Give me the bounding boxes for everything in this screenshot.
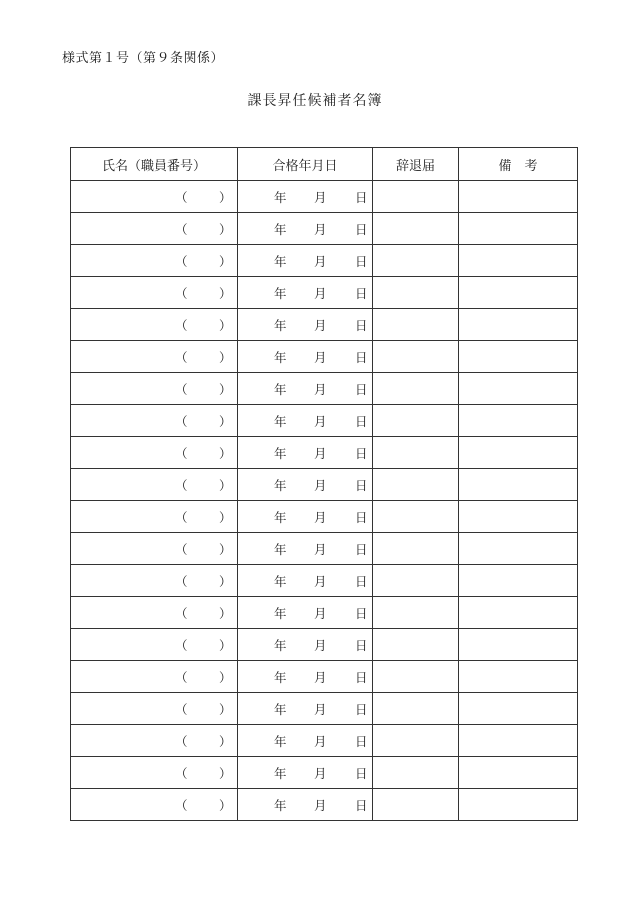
name-cell[interactable] bbox=[71, 629, 238, 661]
name-cell[interactable] bbox=[71, 373, 238, 405]
name-cell[interactable] bbox=[71, 437, 238, 469]
month-label: 月 bbox=[314, 253, 327, 269]
table-row bbox=[71, 277, 578, 309]
pass-date-cell[interactable] bbox=[238, 341, 373, 373]
day-label: 日 bbox=[355, 605, 368, 621]
year-label: 年 bbox=[274, 221, 287, 237]
remarks-cell[interactable] bbox=[459, 469, 578, 501]
roster-body bbox=[71, 181, 578, 821]
header-name-employee-number: 氏名（職員番号） bbox=[71, 148, 238, 181]
pass-date-cell[interactable] bbox=[238, 437, 373, 469]
remarks-cell[interactable] bbox=[459, 725, 578, 757]
day-label: 日 bbox=[355, 349, 368, 365]
paren-open: （ bbox=[175, 733, 188, 749]
month-label: 月 bbox=[314, 637, 327, 653]
table-row bbox=[71, 533, 578, 565]
paren-open: （ bbox=[175, 285, 188, 301]
paren-close: ） bbox=[219, 445, 232, 461]
pass-date-cell[interactable] bbox=[238, 533, 373, 565]
pass-date-cell[interactable] bbox=[238, 661, 373, 693]
withdrawal-cell[interactable] bbox=[373, 341, 459, 373]
remarks-cell[interactable] bbox=[459, 693, 578, 725]
paren-close: ） bbox=[219, 477, 232, 493]
pass-date-cell[interactable] bbox=[238, 469, 373, 501]
withdrawal-cell[interactable] bbox=[373, 597, 459, 629]
name-cell[interactable] bbox=[71, 245, 238, 277]
remarks-cell[interactable] bbox=[459, 277, 578, 309]
month-label: 月 bbox=[314, 573, 327, 589]
day-label: 日 bbox=[355, 253, 368, 269]
month-label: 月 bbox=[314, 445, 327, 461]
header-row bbox=[71, 148, 578, 181]
paren-close: ） bbox=[219, 285, 232, 301]
month-label: 月 bbox=[314, 285, 327, 301]
day-label: 日 bbox=[355, 765, 368, 781]
year-label: 年 bbox=[274, 605, 287, 621]
withdrawal-cell[interactable] bbox=[373, 277, 459, 309]
table-row bbox=[71, 469, 578, 501]
table-row bbox=[71, 437, 578, 469]
remarks-cell[interactable] bbox=[459, 245, 578, 277]
paren-open: （ bbox=[175, 797, 188, 813]
paren-close: ） bbox=[219, 509, 232, 525]
paren-open: （ bbox=[175, 509, 188, 525]
remarks-cell[interactable] bbox=[459, 405, 578, 437]
name-cell[interactable] bbox=[71, 405, 238, 437]
paren-close: ） bbox=[219, 413, 232, 429]
withdrawal-cell[interactable] bbox=[373, 309, 459, 341]
paren-close: ） bbox=[219, 605, 232, 621]
month-label: 月 bbox=[314, 317, 327, 333]
month-label: 月 bbox=[314, 797, 327, 813]
remarks-cell[interactable] bbox=[459, 533, 578, 565]
withdrawal-cell[interactable] bbox=[373, 661, 459, 693]
pass-date-cell[interactable] bbox=[238, 245, 373, 277]
paren-close: ） bbox=[219, 765, 232, 781]
withdrawal-cell[interactable] bbox=[373, 693, 459, 725]
name-cell[interactable] bbox=[71, 469, 238, 501]
pass-date-cell[interactable] bbox=[238, 373, 373, 405]
paren-close: ） bbox=[219, 381, 232, 397]
table-row bbox=[71, 373, 578, 405]
month-label: 月 bbox=[314, 701, 327, 717]
month-label: 月 bbox=[314, 477, 327, 493]
paren-close: ） bbox=[219, 797, 232, 813]
paren-open: （ bbox=[175, 445, 188, 461]
table-row bbox=[71, 213, 578, 245]
paren-open: （ bbox=[175, 317, 188, 333]
withdrawal-cell[interactable] bbox=[373, 757, 459, 789]
withdrawal-cell[interactable] bbox=[373, 629, 459, 661]
withdrawal-cell[interactable] bbox=[373, 469, 459, 501]
withdrawal-cell[interactable] bbox=[373, 437, 459, 469]
day-label: 日 bbox=[355, 221, 368, 237]
remarks-cell[interactable] bbox=[459, 629, 578, 661]
paren-close: ） bbox=[219, 669, 232, 685]
paren-close: ） bbox=[219, 541, 232, 557]
table-row bbox=[71, 693, 578, 725]
paren-open: （ bbox=[175, 381, 188, 397]
name-cell[interactable] bbox=[71, 565, 238, 597]
month-label: 月 bbox=[314, 765, 327, 781]
withdrawal-cell[interactable] bbox=[373, 213, 459, 245]
paren-open: （ bbox=[175, 765, 188, 781]
pass-date-cell[interactable] bbox=[238, 597, 373, 629]
withdrawal-cell[interactable] bbox=[373, 725, 459, 757]
table-row bbox=[71, 309, 578, 341]
table-row bbox=[71, 789, 578, 821]
table-row bbox=[71, 405, 578, 437]
withdrawal-cell[interactable] bbox=[373, 533, 459, 565]
table-row bbox=[71, 181, 578, 213]
withdrawal-cell[interactable] bbox=[373, 501, 459, 533]
paren-open: （ bbox=[175, 253, 188, 269]
paren-close: ） bbox=[219, 253, 232, 269]
pass-date-cell[interactable] bbox=[238, 789, 373, 821]
header-remarks: 備 考 bbox=[459, 148, 578, 181]
year-label: 年 bbox=[274, 733, 287, 749]
day-label: 日 bbox=[355, 573, 368, 589]
year-label: 年 bbox=[274, 317, 287, 333]
remarks-cell[interactable] bbox=[459, 789, 578, 821]
paren-open: （ bbox=[175, 413, 188, 429]
pass-date-cell[interactable] bbox=[238, 629, 373, 661]
day-label: 日 bbox=[355, 477, 368, 493]
year-label: 年 bbox=[274, 477, 287, 493]
year-label: 年 bbox=[274, 189, 287, 205]
withdrawal-cell[interactable] bbox=[373, 181, 459, 213]
paren-close: ） bbox=[219, 733, 232, 749]
remarks-cell[interactable] bbox=[459, 373, 578, 405]
pass-date-cell[interactable] bbox=[238, 725, 373, 757]
table-row bbox=[71, 629, 578, 661]
year-label: 年 bbox=[274, 797, 287, 813]
paren-open: （ bbox=[175, 221, 188, 237]
paren-close: ） bbox=[219, 573, 232, 589]
paren-open: （ bbox=[175, 349, 188, 365]
table-row bbox=[71, 661, 578, 693]
year-label: 年 bbox=[274, 637, 287, 653]
month-label: 月 bbox=[314, 541, 327, 557]
month-label: 月 bbox=[314, 669, 327, 685]
name-cell[interactable] bbox=[71, 661, 238, 693]
remarks-cell[interactable] bbox=[459, 597, 578, 629]
month-label: 月 bbox=[314, 509, 327, 525]
pass-date-cell[interactable] bbox=[238, 501, 373, 533]
year-label: 年 bbox=[274, 669, 287, 685]
day-label: 日 bbox=[355, 733, 368, 749]
paren-open: （ bbox=[175, 477, 188, 493]
name-cell[interactable] bbox=[71, 597, 238, 629]
paren-close: ） bbox=[219, 317, 232, 333]
day-label: 日 bbox=[355, 381, 368, 397]
day-label: 日 bbox=[355, 285, 368, 301]
remarks-cell[interactable] bbox=[459, 309, 578, 341]
name-cell[interactable] bbox=[71, 501, 238, 533]
paren-close: ） bbox=[219, 349, 232, 365]
year-label: 年 bbox=[274, 253, 287, 269]
name-cell[interactable] bbox=[71, 181, 238, 213]
withdrawal-cell[interactable] bbox=[373, 373, 459, 405]
paren-open: （ bbox=[175, 701, 188, 717]
day-label: 日 bbox=[355, 637, 368, 653]
table-row bbox=[71, 725, 578, 757]
day-label: 日 bbox=[355, 701, 368, 717]
day-label: 日 bbox=[355, 669, 368, 685]
candidate-roster-table bbox=[70, 147, 578, 821]
table-row bbox=[71, 597, 578, 629]
table-row bbox=[71, 565, 578, 597]
name-cell[interactable] bbox=[71, 277, 238, 309]
pass-date-cell[interactable] bbox=[238, 277, 373, 309]
year-label: 年 bbox=[274, 701, 287, 717]
name-cell[interactable] bbox=[71, 309, 238, 341]
header-withdrawal-notice: 辞退届 bbox=[373, 148, 459, 181]
paren-open: （ bbox=[175, 605, 188, 621]
document-title: 課長昇任候補者名簿 bbox=[247, 93, 383, 109]
paren-open: （ bbox=[175, 669, 188, 685]
pass-date-cell[interactable] bbox=[238, 213, 373, 245]
month-label: 月 bbox=[314, 413, 327, 429]
table-row bbox=[71, 757, 578, 789]
day-label: 日 bbox=[355, 445, 368, 461]
month-label: 月 bbox=[314, 189, 327, 205]
pass-date-cell[interactable] bbox=[238, 565, 373, 597]
remarks-cell[interactable] bbox=[459, 501, 578, 533]
remarks-cell[interactable] bbox=[459, 213, 578, 245]
table-row bbox=[71, 341, 578, 373]
day-label: 日 bbox=[355, 317, 368, 333]
name-cell[interactable] bbox=[71, 789, 238, 821]
pass-date-cell[interactable] bbox=[238, 309, 373, 341]
remarks-cell[interactable] bbox=[459, 565, 578, 597]
year-label: 年 bbox=[274, 285, 287, 301]
year-label: 年 bbox=[274, 509, 287, 525]
remarks-cell[interactable] bbox=[459, 661, 578, 693]
paren-close: ） bbox=[219, 701, 232, 717]
name-cell[interactable] bbox=[71, 725, 238, 757]
paren-close: ） bbox=[219, 221, 232, 237]
table-row bbox=[71, 501, 578, 533]
day-label: 日 bbox=[355, 189, 368, 205]
remarks-cell[interactable] bbox=[459, 437, 578, 469]
day-label: 日 bbox=[355, 797, 368, 813]
withdrawal-cell[interactable] bbox=[373, 245, 459, 277]
month-label: 月 bbox=[314, 605, 327, 621]
paren-open: （ bbox=[175, 541, 188, 557]
month-label: 月 bbox=[314, 733, 327, 749]
year-label: 年 bbox=[274, 541, 287, 557]
pass-date-cell[interactable] bbox=[238, 405, 373, 437]
month-label: 月 bbox=[314, 221, 327, 237]
form-number-label: 様式第１号（第９条関係） bbox=[62, 51, 225, 66]
paren-open: （ bbox=[175, 573, 188, 589]
name-cell[interactable] bbox=[71, 693, 238, 725]
paren-open: （ bbox=[175, 637, 188, 653]
paren-open: （ bbox=[175, 189, 188, 205]
year-label: 年 bbox=[274, 381, 287, 397]
paren-close: ） bbox=[219, 637, 232, 653]
table-row bbox=[71, 245, 578, 277]
year-label: 年 bbox=[274, 445, 287, 461]
name-cell[interactable] bbox=[71, 213, 238, 245]
pass-date-cell[interactable] bbox=[238, 181, 373, 213]
day-label: 日 bbox=[355, 541, 368, 557]
name-cell[interactable] bbox=[71, 341, 238, 373]
remarks-cell[interactable] bbox=[459, 341, 578, 373]
paren-close: ） bbox=[219, 189, 232, 205]
month-label: 月 bbox=[314, 349, 327, 365]
withdrawal-cell[interactable] bbox=[373, 405, 459, 437]
year-label: 年 bbox=[274, 413, 287, 429]
year-label: 年 bbox=[274, 349, 287, 365]
header-pass-date: 合格年月日 bbox=[238, 148, 373, 181]
year-label: 年 bbox=[274, 573, 287, 589]
remarks-cell[interactable] bbox=[459, 181, 578, 213]
month-label: 月 bbox=[314, 381, 327, 397]
day-label: 日 bbox=[355, 413, 368, 429]
pass-date-cell[interactable] bbox=[238, 693, 373, 725]
year-label: 年 bbox=[274, 765, 287, 781]
withdrawal-cell[interactable] bbox=[373, 789, 459, 821]
withdrawal-cell[interactable] bbox=[373, 565, 459, 597]
day-label: 日 bbox=[355, 509, 368, 525]
name-cell[interactable] bbox=[71, 757, 238, 789]
pass-date-cell[interactable] bbox=[238, 757, 373, 789]
name-cell[interactable] bbox=[71, 533, 238, 565]
remarks-cell[interactable] bbox=[459, 757, 578, 789]
